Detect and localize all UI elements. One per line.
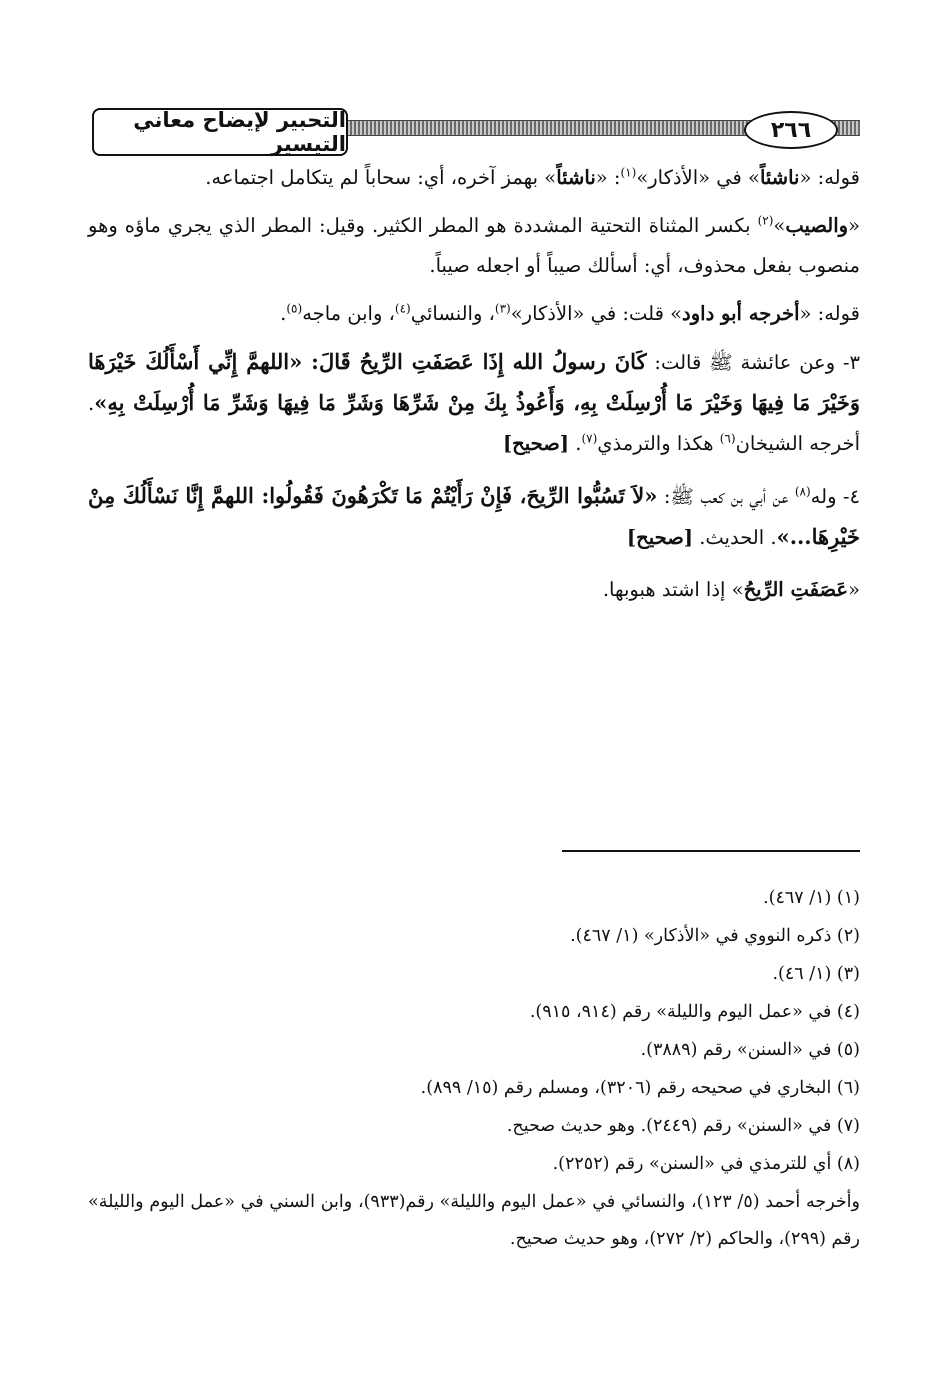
footnote-8: (٨) أي للترمذي في «السنن» رقم (٢٢٥٢). xyxy=(552,1154,860,1174)
paragraph-1: قوله: «ناشئاً» في «الأذكار»$^{(١)}$: «ناشئاً» بهمز آخره، أي: سحاباً لم يتكامل اجتماعه. xyxy=(205,165,860,189)
footnote-separator xyxy=(562,850,860,852)
honorific-symbol: ﷺ xyxy=(670,485,694,508)
footnote-3: (٣) (١/ ٤٦). xyxy=(772,964,860,984)
main-text xyxy=(88,158,860,622)
hadith-grade: [صحيح] xyxy=(502,432,570,455)
footnote-ref: (٧) xyxy=(581,431,598,446)
running-header xyxy=(88,106,860,156)
footnote-ref: (٦) xyxy=(719,431,736,446)
page-number: ٢٦٦ xyxy=(744,111,838,149)
footnote-4: (٤) في «عمل اليوم والليلة» رقم (٩١٤، ٩١٥). xyxy=(529,1002,860,1022)
paragraph-2: «والصيب»$^{(٢)}$ بكسر المثناة التحتية المشددة هو المطر الكثير. وقيل: المطر الذي يجري ماؤه وهو منصوب بفعل محذوف، أي: أسألك صيباً أو اجعله صيباً. xyxy=(88,213,860,277)
book-title: التحبير لإيضاح معاني التيسير xyxy=(92,108,348,156)
footnote-8-continuation: وأخرجه أحمد (٥/ ١٢٣)، والنسائي في «عمل اليوم والليلة» رقم(٩٣٣)، وابن السني في «عمل اليوم والليلة» رقم (٢٩٩)، والحاكم (٢/ ٢٧٢)، وهو حديث صحيح. xyxy=(88,1192,860,1249)
footnote-ref: (٣) xyxy=(494,301,511,316)
footnotes xyxy=(88,880,860,1259)
footnote-5: (٥) في «السنن» رقم (٣٨٨٩). xyxy=(640,1040,860,1060)
hadith-3: ٣- وعن عائشة ﷺ قالت: كَانَ رسولُ الله إِذَا عَصَفَتِ الرِّيحُ قَالَ: «اللهمَّ إِنِّي أَسْأَلُكَ خَيْرَهَا وَخَيْرَ مَا فِيهَا وَخَيْرَ مَا أُرْسِلَتْ بِهِ، وَأَعُوذُ بِكَ مِنْ شَرِّهَا وَشَرِّ مَا فِيهَا وَشَرِّ مَا أُرْسِلَتْ بِهِ». أخرجه الشيخان$^{(٦)}$ هكذا والترمذي$^{(٧)}$. [صحيح] xyxy=(88,349,861,455)
hadith-grade: [صحيح] xyxy=(626,526,693,549)
footnote-7: (٧) في «السنن» رقم (٢٤٤٩). وهو حديث صحيح. xyxy=(506,1116,860,1136)
footnote-1: (١) (١/ ٤٦٧). xyxy=(763,888,860,908)
footnote-ref: (١) xyxy=(620,165,637,180)
footnote-6: (٦) البخاري في صحيحه رقم (٣٢٠٦)، ومسلم رقم (١٥/ ٨٩٩). xyxy=(420,1078,860,1098)
hadith-text: «لاَ تَسُبُّوا الرِّيحَ، فَإِنْ رَأَيْتُمْ مَا تَكْرَهُونَ فَقُولُوا: اللهمَّ إِنَّا نَسْأَلُكَ مِنْ خَيْرِهَا...» xyxy=(88,483,860,549)
footnote-2: (٢) ذكره النووي في «الأذكار» (١/ ٤٦٧). xyxy=(570,926,860,946)
hadith-4: ٤- وله$^{(٨)}$ عن أبي بن كعب ﷺ: «لاَ تَسُبُّوا الرِّيحَ، فَإِنْ رَأَيْتُمْ مَا تَكْرَهُونَ فَقُولُوا: اللهمَّ إِنَّا نَسْأَلُكَ مِنْ خَيْرِهَا...». الحديث. [صحيح] xyxy=(88,483,861,549)
paragraph-3: قوله: «أخرجه أبو داود» قلت: في «الأذكار»$^{(٣)}$، والنسائي$^{(٤)}$، وابن ماجه$^{(٥)}$. xyxy=(280,301,860,325)
honorific-symbol: ﷺ xyxy=(709,351,733,374)
footnote-ref: (٨) xyxy=(794,484,811,499)
hadith-text: كَانَ رسولُ الله إِذَا عَصَفَتِ الرِّيحُ قَالَ: «اللهمَّ إِنِّي أَسْأَلُكَ خَيْرَهَا وَخَيْرَ مَا فِيهَا وَخَيْرَ مَا أُرْسِلَتْ بِهِ، وَأَعُوذُ بِكَ مِنْ شَرِّهَا وَشَرِّ مَا فِيهَا وَشَرِّ مَا أُرْسِلَتْ بِهِ» xyxy=(88,349,860,415)
footnote-ref: (٤) xyxy=(394,301,411,316)
footnote-ref: (٥) xyxy=(286,301,303,316)
paragraph-6: «عَصَفَتِ الرِّيحُ» إذا اشتد هبوبها. xyxy=(602,578,860,601)
footnote-ref: (٢) xyxy=(757,213,774,228)
